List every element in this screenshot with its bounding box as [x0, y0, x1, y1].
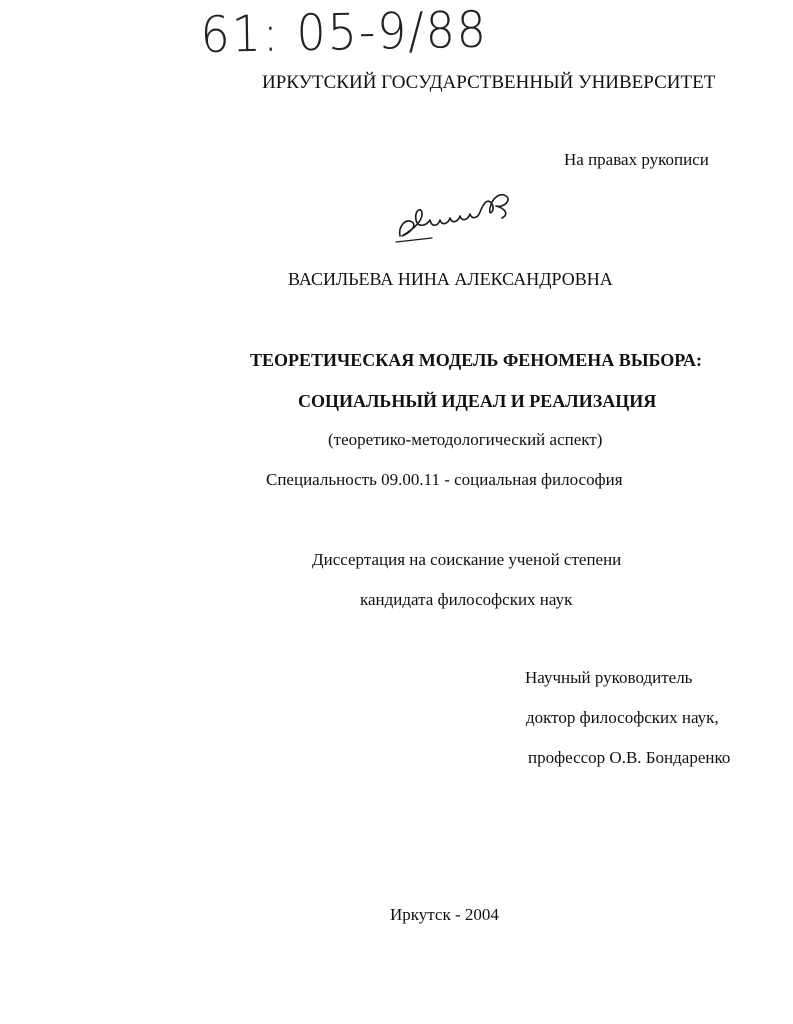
title-line-1: ТЕОРЕТИЧЕСКАЯ МОДЕЛЬ ФЕНОМЕНА ВЫБОРА: — [250, 350, 702, 370]
place-year: Иркутск - 2004 — [390, 905, 499, 924]
advisor-degree: доктор философских наук, — [526, 708, 719, 727]
advisor-label: Научный руководитель — [525, 668, 693, 687]
dissertation-degree-line-1: Диссертация на соискание ученой степени — [312, 550, 622, 569]
specialty: Специальность 09.00.11 - социальная философия — [266, 470, 623, 489]
manuscript-rights: На правах рукописи — [564, 150, 709, 169]
subtitle: (теоретико-методологический аспект) — [328, 430, 603, 449]
author-signature — [392, 178, 532, 248]
author-name: ВАСИЛЬЕВА НИНА АЛЕКСАНДРОВНА — [288, 269, 613, 289]
archive-code: 61: 05-9/88 — [200, 0, 489, 64]
university-name: ИРКУТСКИЙ ГОСУДАРСТВЕННЫЙ УНИВЕРСИТЕТ — [262, 72, 716, 93]
title-line-2: СОЦИАЛЬНЫЙ ИДЕАЛ И РЕАЛИЗАЦИЯ — [298, 391, 657, 411]
advisor-name: профессор О.В. Бондаренко — [528, 748, 731, 767]
dissertation-degree-line-2: кандидата философских наук — [360, 590, 573, 609]
